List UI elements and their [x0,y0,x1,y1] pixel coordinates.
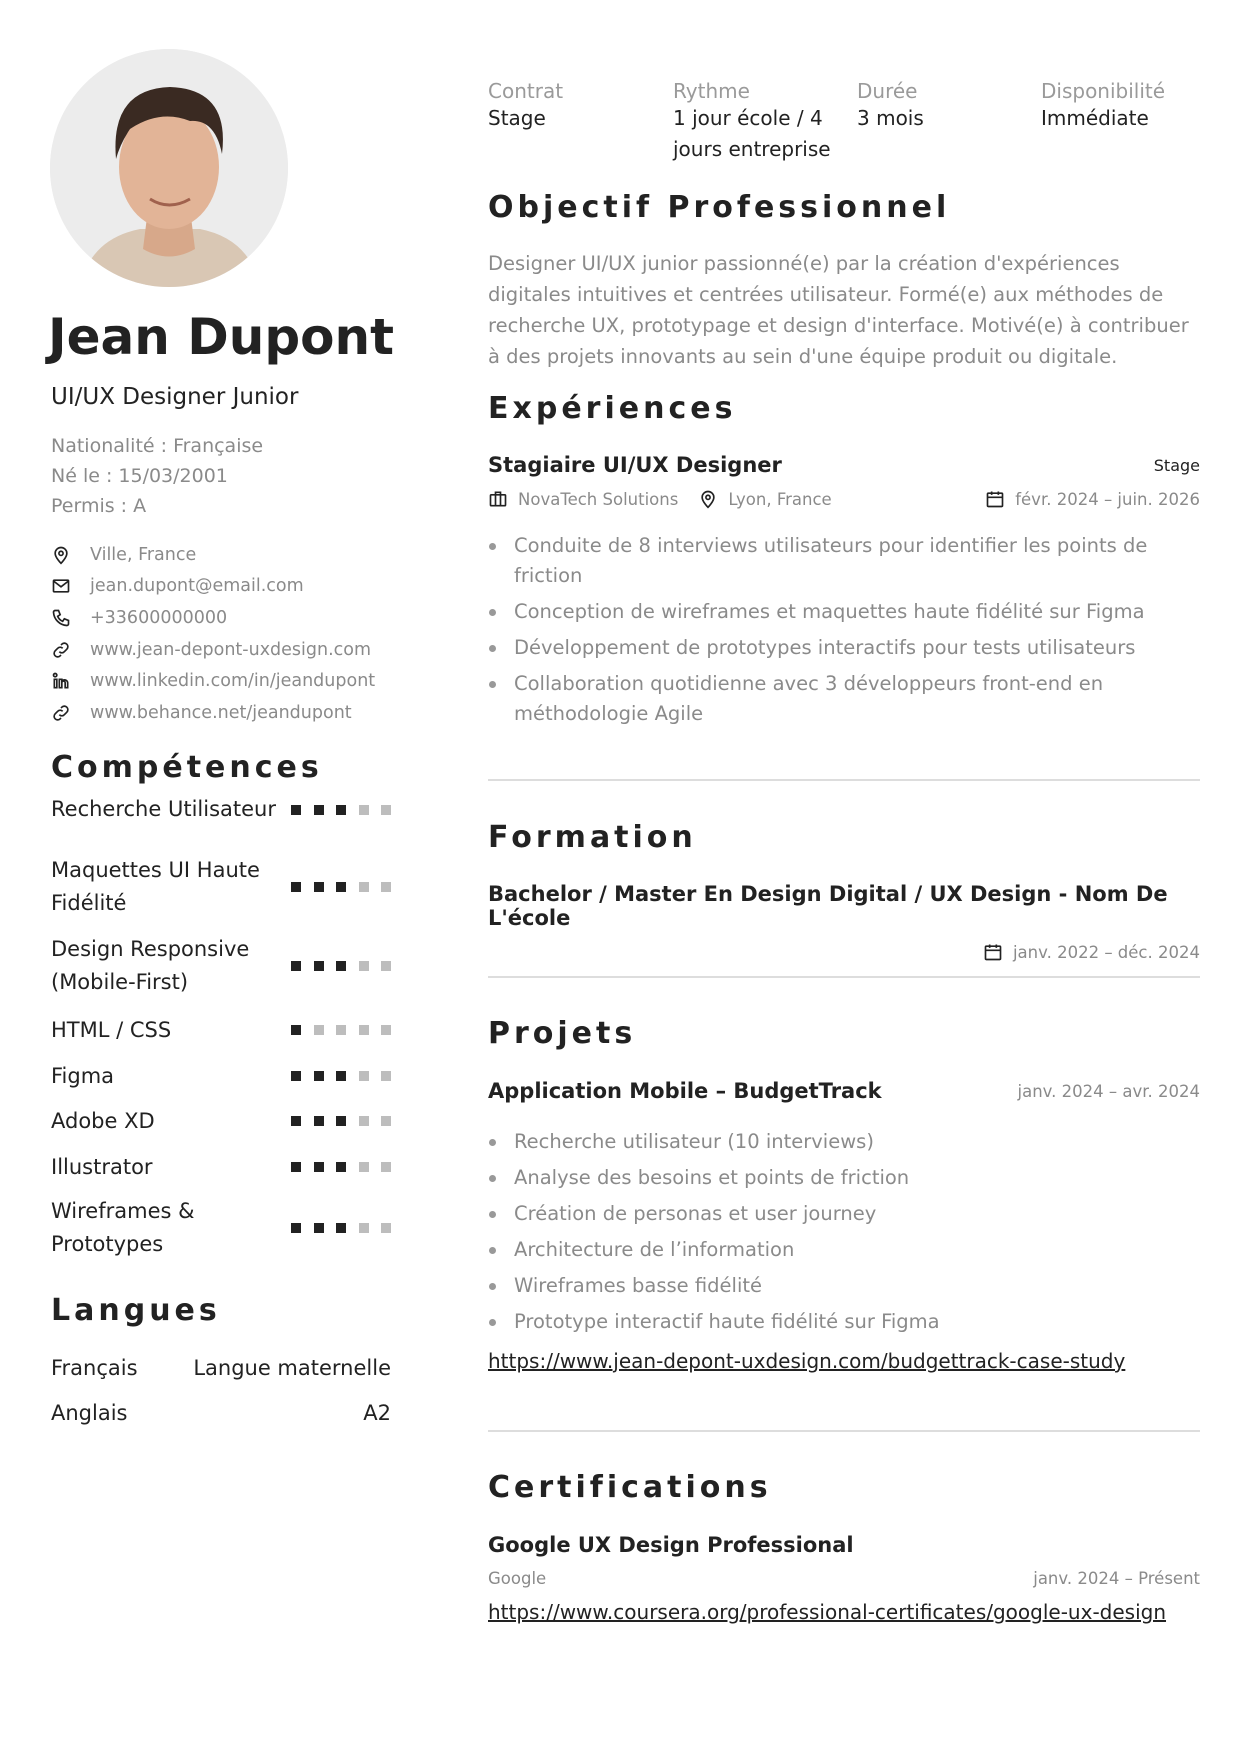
skill-label: Illustrator [51,1154,153,1179]
skill-dot [291,1071,301,1081]
bullet-item: Conduite de 8 interviews utilisateurs pour identifier les points de friction [488,531,1200,591]
skill-level [291,882,391,892]
skill-level [291,1025,391,1035]
language-name: Français [51,1356,138,1380]
contact-behance[interactable] [51,697,375,729]
skill-dot [314,1223,324,1233]
bullet-item: Analyse des besoins et points de friction [488,1163,1200,1193]
skill-label: HTML / CSS [51,1017,172,1042]
language-row [51,1356,391,1380]
contact-location [51,539,375,571]
driving-license: Permis : A [51,495,147,517]
contact-email[interactable] [51,571,375,603]
skill-dot [314,1162,324,1172]
certification-issuer: Google [488,1569,547,1588]
skill-dot [359,882,369,892]
project-title: Application Mobile – BudgetTrack [488,1079,882,1103]
calendar-icon [985,489,1005,509]
profile-photo [50,49,288,287]
skill-dot [381,1116,391,1126]
summary-label: Rythme [673,79,750,103]
skill-dot [336,1162,346,1172]
contact-text: Ville, France [90,544,197,565]
skill-dot [381,1223,391,1233]
skill-dot [336,1025,346,1035]
bullet-item: Prototype interactif haute fidélité sur Figma [488,1307,1200,1337]
skill-label: Recherche Utilisateur [51,797,276,821]
language-level: A2 [363,1401,391,1425]
contact-text[interactable]: +33600000000 [90,607,228,628]
summary-value: Stage [488,106,546,130]
skill-dot [291,1162,301,1172]
objective-text: Designer UI/UX junior passionné(e) par la création d'expériences digitales intuitives et centrées utilisateur. Formé(e) aux méthodes de recherche UX, prototypage et design d'interface. Motivé(e) à contribuer à des projets innovants au sein d'une équipe produit ou digitale. [488,252,1189,368]
skill-dot [359,805,369,815]
experience-heading: Expériences [488,391,737,426]
job-title: Stagiaire UI/UX Designer [488,453,782,477]
calendar-icon [983,942,1003,962]
skill-dot [291,1223,301,1233]
project-dates: janv. 2024 – avr. 2024 [1017,1081,1200,1101]
skill-dot [336,961,346,971]
link-icon [51,640,71,660]
bullet-item: Architecture de l’information [488,1235,1200,1265]
skill-dot [291,1025,301,1035]
skill-dot [314,1025,324,1035]
skill-dot [314,1116,324,1126]
skill-dot [314,1071,324,1081]
linkedin-icon [51,671,71,691]
skill-dot [381,1162,391,1172]
experience-entry [488,453,1200,735]
skill-level [291,805,391,815]
skill-label: Maquettes UI Haute Fidélité [51,858,260,915]
language-level: Langue maternelle [193,1356,391,1380]
skill-dot [336,1071,346,1081]
skill-dot [359,1025,369,1035]
skill-level [291,1071,391,1081]
divider [488,1430,1200,1432]
contact-text[interactable]: www.behance.net/jeandupont [90,702,352,723]
bullet-item: Wireframes basse fidélité [488,1271,1200,1301]
experience-bullets [488,531,1200,729]
skill-dot [336,1223,346,1233]
skill-dot [359,961,369,971]
education-entry [488,882,1200,962]
skill-level [291,1223,391,1233]
skill-level [291,1116,391,1126]
bullet-item: Développement de prototypes interactifs pour tests utilisateurs [488,633,1200,663]
languages-heading: Langues [51,1293,221,1328]
language-row [51,1401,391,1425]
skill-dot [291,961,301,971]
summary-value: 1 jour école / 4 jours entreprise [673,106,831,161]
skill-dot [291,805,301,815]
skill-row [51,1060,391,1093]
summary-label: Contrat [488,79,564,103]
contract-type: Stage [1153,455,1200,475]
skill-dot [314,882,324,892]
bullet-item: Recherche utilisateur (10 interviews) [488,1127,1200,1157]
summary-value: 3 mois [857,106,924,130]
skills-heading: Compétences [51,750,323,785]
location-pin-icon [51,545,71,565]
personal-info [51,431,263,521]
skill-dot [381,805,391,815]
skill-level [291,961,391,971]
certifications-heading: Certifications [488,1470,772,1505]
certification-title: Google UX Design Professional [488,1533,854,1557]
job-dates: févr. 2024 – juin. 2026 [1015,489,1200,509]
skill-row [51,1014,391,1047]
briefcase-icon [488,489,508,509]
skill-row [51,854,391,920]
skill-row [51,793,391,826]
skill-dot [359,1162,369,1172]
link-icon [51,703,71,723]
skill-row [51,1105,391,1138]
bullet-item: Création de personas et user journey [488,1199,1200,1229]
project-link[interactable]: https://www.jean-depont-uxdesign.com/budgettrack-case-study [488,1349,1126,1373]
skill-dot [314,805,324,815]
mail-icon [51,576,71,596]
education-heading: Formation [488,820,697,855]
skill-dot [314,961,324,971]
skill-dot [291,1116,301,1126]
bullet-item: Conception de wireframes et maquettes haute fidélité sur Figma [488,597,1200,627]
objective-heading: Objectif Professionnel [488,190,951,225]
certification-entry [488,1533,1200,1624]
skill-dot [381,882,391,892]
bullet-item: Collaboration quotidienne avec 3 développeurs front-end en méthodologie Agile [488,669,1200,729]
candidate-name: Jean Dupont [48,308,394,366]
skill-label: Design Responsive (Mobile-First) [51,937,250,994]
skill-dot [336,882,346,892]
nationality: Nationalité : Française [51,435,264,457]
contact-list [51,539,375,729]
skill-row [51,1151,391,1184]
summary-label: Durée [857,79,918,103]
project-bullets [488,1127,1200,1337]
summary-value: Immédiate [1041,106,1149,130]
location-pin-icon [698,489,718,509]
skill-dot [381,1071,391,1081]
contact-linkedin[interactable] [51,665,375,697]
contact-text[interactable]: www.linkedin.com/in/jeandupont [90,671,376,692]
certification-dates: janv. 2024 – Présent [1033,1569,1200,1588]
divider [488,976,1200,978]
skill-dot [336,805,346,815]
degree-title: Bachelor / Master En Design Digital / UX Design - Nom De L'école [488,882,1168,930]
skill-level [291,1162,391,1172]
contact-text[interactable]: jean.dupont@email.com [90,576,304,597]
skill-row [51,933,391,999]
skill-dot [381,961,391,971]
language-name: Anglais [51,1401,128,1425]
candidate-title: UI/UX Designer Junior [51,384,299,410]
skill-dot [359,1071,369,1081]
certification-link[interactable]: https://www.coursera.org/professional-certificates/google-ux-design [488,1600,1167,1624]
skill-dot [291,882,301,892]
contact-phone[interactable] [51,602,375,634]
divider [488,779,1200,781]
skill-label: Adobe XD [51,1108,155,1133]
company-name: NovaTech Solutions [518,489,679,509]
skill-dot [381,1025,391,1035]
job-location: Lyon, France [728,489,832,509]
skill-label: Wireframes & Prototypes [51,1199,195,1256]
skill-dot [359,1223,369,1233]
skill-label: Figma [51,1063,115,1088]
phone-icon [51,608,71,628]
education-dates: janv. 2022 – déc. 2024 [1012,942,1200,962]
contact-text[interactable]: www.jean-depont-uxdesign.com [90,639,372,660]
contact-website[interactable] [51,634,375,666]
skill-dot [359,1116,369,1126]
project-entry [488,1079,1200,1373]
summary-label: Disponibilité [1041,79,1166,103]
skill-dot [336,1116,346,1126]
skill-row [51,1195,391,1261]
birth-date: Né le : 15/03/2001 [51,465,228,487]
projects-heading: Projets [488,1016,637,1051]
